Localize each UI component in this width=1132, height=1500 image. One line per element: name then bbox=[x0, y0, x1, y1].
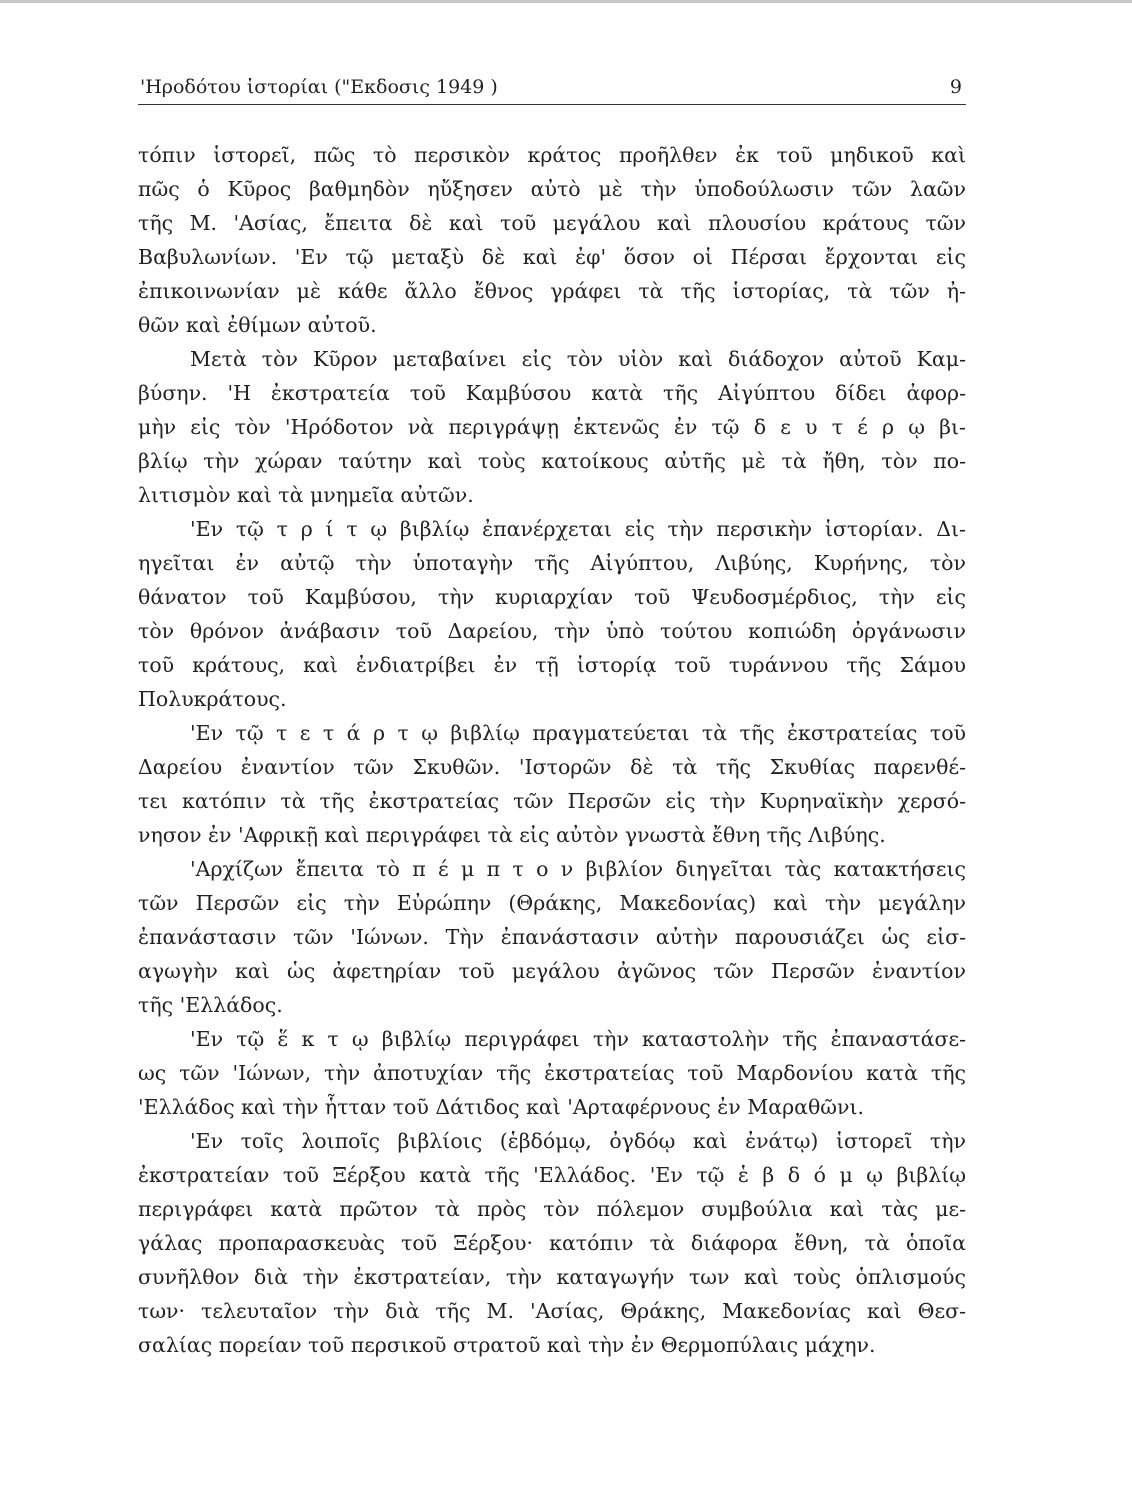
text-line: τῆς Μ. 'Ασίας, ἔπειτα δὲ καὶ τοῦ μεγάλου καὶ πλουσίου κράτους τῶν bbox=[138, 211, 966, 235]
paragraph-1 bbox=[138, 138, 966, 342]
paragraph-7 bbox=[138, 1124, 966, 1362]
paragraph-4 bbox=[138, 716, 966, 852]
text-line: των· τελευταῖον τὴν διὰ τῆς Μ. 'Ασίας, Θράκης, Μακεδονίας καὶ Θεσ- bbox=[138, 1299, 966, 1323]
text-line: Βαβυλωνίων. 'Εν τῷ μεταξὺ δὲ καὶ ἐφ' ὅσον οἱ Πέρσαι ἔρχονται εἰς bbox=[138, 245, 966, 269]
paragraph-5 bbox=[138, 852, 966, 1022]
scan-top-edge bbox=[0, 0, 1132, 3]
paragraph-3 bbox=[138, 512, 966, 716]
text-line: τόπιν ἱστορεῖ, πῶς τὸ περσικὸν κράτος προῆλθεν ἐκ τοῦ μηδικοῦ καὶ bbox=[138, 143, 966, 167]
text-line: νησον ἐν 'Αφρικῇ καὶ περιγράφει τὰ εἰς αὐτὸν γνωστὰ ἔθνη τῆς Λιβύης. bbox=[138, 823, 886, 847]
text-line: Δαρείου ἐναντίον τῶν Σκυθῶν. 'Ιστορῶν δὲ τὰ τῆς Σκυθίας παρενθέ- bbox=[138, 755, 966, 779]
text-line: αγωγὴν καὶ ὡς ἀφετηρίαν τοῦ μεγάλου ἀγῶνος τῶν Περσῶν ἐναντίον bbox=[138, 959, 966, 983]
text-line: τὸν θρόνον ἀνάβασιν τοῦ Δαρείου, τὴν ὑπὸ τούτου κοπιώδη ὀργάνωσιν bbox=[138, 619, 966, 643]
text-line: ἐπανάστασιν τῶν 'Ιώνων. Τὴν ἐπανάστασιν αὐτὴν παρουσιάζει ὡς εἰσ- bbox=[138, 925, 966, 949]
text-line: τῆς 'Ελλάδος. bbox=[138, 993, 283, 1017]
text-line: ἐπικοινωνίαν μὲ κάθε ἄλλο ἔθνος γράφει τὰ τῆς ἱστορίας, τὰ τῶν ἠ- bbox=[138, 279, 966, 303]
text-line: 'Ελλάδος καὶ τὴν ἧτταν τοῦ Δάτιδος καὶ 'Αρταφέρνους ἐν Μαραθῶνι. bbox=[138, 1095, 865, 1119]
header-title: 'Ηροδότου ἱστορίαι ("Εκδοσις 1949 ) bbox=[140, 76, 498, 98]
text-line: 'Εν τῷ τ ρ ί τ ῳ βιβλίῳ ἐπανέρχεται εἰς τὴν περσικὴν ἱστορίαν. Δι- bbox=[190, 517, 966, 541]
text-line: πῶς ὁ Κῦρος βαθμηδὸν ηὔξησεν αὐτὸ μὲ τὴν ὑποδούλωσιν τῶν λαῶν bbox=[138, 177, 966, 201]
text-line: θάνατον τοῦ Καμβύσου, τὴν κυριαρχίαν τοῦ Ψευδοσμέρδιος, τὴν εἰς bbox=[138, 585, 966, 609]
text-line: θῶν καὶ ἐθίμων αὐτοῦ. bbox=[138, 313, 377, 337]
text-line: ἐκστρατείαν τοῦ Ξέρξου κατὰ τῆς 'Ελλάδος. 'Εν τῷ ἑ β δ ό μ ῳ βιβλίῳ bbox=[138, 1163, 966, 1187]
text-line: γάλας προπαρασκευὰς τοῦ Ξέρξου· κατόπιν τὰ διάφορα ἔθνη, τὰ ὁποῖα bbox=[138, 1231, 966, 1255]
text-line: 'Εν τῷ ἕ κ τ ῳ βιβλίῳ περιγράφει τὴν καταστολὴν τῆς ἐπαναστάσε- bbox=[190, 1027, 966, 1051]
text-line: βύσην. 'Η ἐκστρατεία τοῦ Καμβύσου κατὰ τῆς Αἰγύπτου δίδει ἀφορ- bbox=[138, 381, 966, 405]
text-line: τοῦ κράτους, καὶ ἐνδιατρίβει ἐν τῇ ἱστορίᾳ τοῦ τυράννου τῆς Σάμου bbox=[138, 653, 966, 677]
paragraph-2 bbox=[138, 342, 966, 512]
text-line: Πολυκράτους. bbox=[138, 687, 287, 711]
text-line: 'Εν τοῖς λοιποῖς βιβλίοις (ἑβδόμῳ, ὀγδόῳ καὶ ἐνάτῳ) ἱστορεῖ τὴν bbox=[190, 1129, 966, 1153]
page-number: 9 bbox=[949, 76, 962, 98]
text-line: τῶν Περσῶν εἰς τὴν Εὐρώπην (Θράκης, Μακεδονίας) καὶ τὴν μεγάλην bbox=[138, 891, 966, 915]
text-line: συνῆλθον διὰ τὴν ἐκστρατείαν, τὴν καταγωγήν των καὶ τοὺς ὁπλισμούς bbox=[138, 1265, 966, 1289]
text-line: ηγεῖται ἐν αὐτῷ τὴν ὑποταγὴν τῆς Αἰγύπτου, Λιβύης, Κυρήνης, τὸν bbox=[138, 551, 966, 575]
text-line: 'Αρχίζων ἔπειτα τὸ π έ μ π τ ο ν βιβλίον διηγεῖται τὰς κατακτήσεις bbox=[190, 857, 966, 881]
paragraph-6 bbox=[138, 1022, 966, 1124]
text-line: μὴν εἰς τὸν 'Ηρόδοτον νὰ περιγράψῃ ἐκτενῶς ἐν τῷ δ ε υ τ έ ρ ῳ βι- bbox=[138, 415, 966, 439]
text-line: σαλίας πορείαν τοῦ περσικοῦ στρατοῦ καὶ τὴν ἐν Θερμοπύλαις μάχην. bbox=[138, 1333, 876, 1357]
text-line: ως τῶν 'Ιώνων, τὴν ἀποτυχίαν τῆς ἐκστρατείας τοῦ Μαρδονίου κατὰ τῆς bbox=[138, 1061, 966, 1085]
running-header bbox=[138, 74, 966, 105]
body-text bbox=[138, 138, 966, 1362]
text-line: λιτισμὸν καὶ τὰ μνημεῖα αὐτῶν. bbox=[138, 483, 474, 507]
text-line: περιγράφει κατὰ πρῶτον τὰ πρὸς τὸν πόλεμον συμβούλια καὶ τὰς με- bbox=[138, 1197, 966, 1221]
text-line: 'Εν τῷ τ ε τ ά ρ τ ῳ βιβλίῳ πραγματεύεται τὰ τῆς ἐκστρατείας τοῦ bbox=[190, 721, 966, 745]
text-line: βλίῳ τὴν χώραν ταύτην καὶ τοὺς κατοίκους αὐτῆς μὲ τὰ ἤθη, τὸν πο- bbox=[138, 449, 966, 473]
text-line: Μετὰ τὸν Κῦρον μεταβαίνει εἰς τὸν υἱὸν καὶ διάδοχον αὐτοῦ Καμ- bbox=[190, 347, 966, 371]
text-line: τει κατόπιν τὰ τῆς ἐκστρατείας τῶν Περσῶν εἰς τὴν Κυρηναϊκὴν χερσό- bbox=[138, 789, 966, 813]
